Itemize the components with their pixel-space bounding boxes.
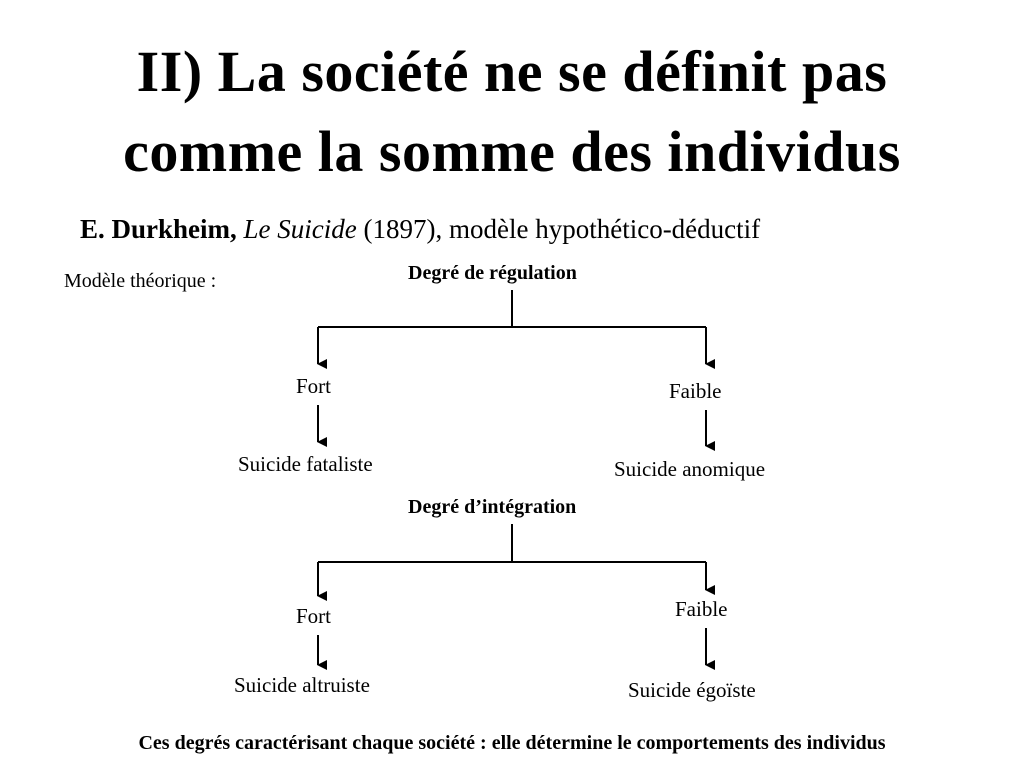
regulation-root-label: Degré de régulation [408,262,577,284]
model-label: Modèle théorique : [64,270,217,292]
slide-title-line-2: comme la somme des individus [123,119,901,184]
regulation-left-level: Fort [296,374,332,398]
slide-title-line-1: II) La société ne se définit pas [136,39,888,104]
regulation-right-result: Suicide anomique [614,457,766,481]
footer-note: Ces degrés caractérisant chaque société : elle détermine le comportements des individus [138,732,886,754]
subtitle-rest: (1897), modèle hypothético-déductif [356,214,761,244]
integration-right-result: Suicide égoïste [628,678,756,702]
regulation-right-level: Faible [669,379,722,403]
subtitle [80,212,760,246]
integration-left-level: Fort [296,604,332,628]
integration-left-result: Suicide altruiste [234,673,370,697]
integration-root-label: Degré d’intégration [408,496,577,518]
integration-right-level: Faible [675,597,728,621]
regulation-left-result: Suicide fataliste [238,452,373,476]
subtitle-work: Le Suicide [243,214,357,244]
subtitle-author: E. Durkheim, [80,214,237,244]
